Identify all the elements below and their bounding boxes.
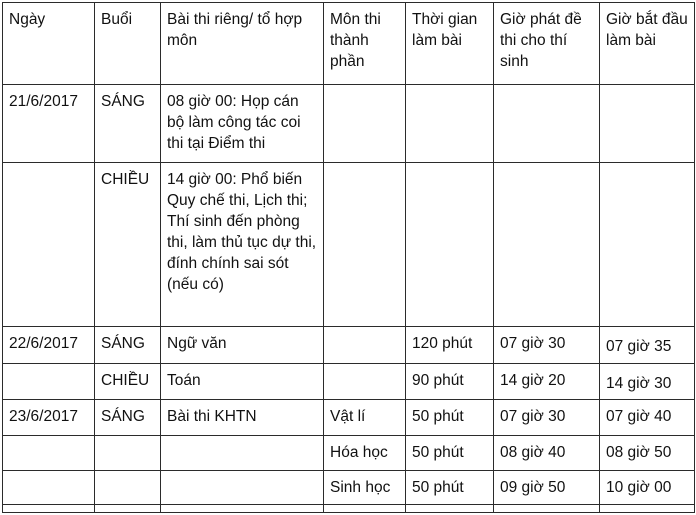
cell-duration — [406, 163, 494, 327]
cell-subject — [324, 163, 406, 327]
header-date: Ngày — [3, 3, 95, 85]
cell-exam: Toán — [161, 364, 324, 400]
cell-distribute-time: 09 giờ 50 — [494, 471, 600, 505]
table-row — [3, 400, 695, 436]
cell-duration: 120 phút — [406, 327, 494, 364]
cell-session — [95, 471, 161, 505]
cell-session: CHIỀU — [95, 163, 161, 327]
cell-exam: 14 giờ 00: Phổ biến Quy chế thi, Lịch thi; Thí sinh đến phòng thi, làm thủ tục dự thi, đính chính sai sót (nếu có) — [161, 163, 324, 327]
cell-session: SÁNG — [95, 400, 161, 436]
table-row — [3, 364, 695, 400]
cell-duration: 50 phút — [406, 436, 494, 471]
cell-start-time: 08 giờ 50 — [600, 436, 695, 471]
cell-duration: 50 phút — [406, 471, 494, 505]
cell-distribute-time — [494, 163, 600, 327]
header-distribute-time: Giờ phát đề thi cho thí sinh — [494, 3, 600, 85]
cell-session — [95, 436, 161, 471]
header-subject: Môn thi thành phần — [324, 3, 406, 85]
cell-date: 22/6/2017 — [3, 327, 95, 364]
cell-start-time — [600, 85, 695, 163]
cell-subject: Hóa học — [324, 436, 406, 471]
table-row — [3, 163, 695, 327]
cell-empty — [95, 505, 161, 513]
cell-start-time: 10 giờ 00 — [600, 471, 695, 505]
cell-duration: 90 phút — [406, 364, 494, 400]
cell-exam — [161, 471, 324, 505]
cell-exam: 08 giờ 00: Họp cán bộ làm công tác coi thi tại Điểm thi — [161, 85, 324, 163]
header-session: Buổi — [95, 3, 161, 85]
cell-exam: Ngữ văn — [161, 327, 324, 364]
cell-start-time: 07 giờ 35 — [600, 327, 695, 364]
cell-session: SÁNG — [95, 327, 161, 364]
cell-exam: Bài thi KHTN — [161, 400, 324, 436]
table-header-row — [3, 3, 695, 85]
table-row — [3, 436, 695, 471]
cell-date — [3, 163, 95, 327]
cell-date — [3, 436, 95, 471]
cell-distribute-time: 07 giờ 30 — [494, 400, 600, 436]
cell-duration: 50 phút — [406, 400, 494, 436]
table-row — [3, 471, 695, 505]
table-row-partial — [3, 505, 695, 513]
cell-date — [3, 364, 95, 400]
cell-session: SÁNG — [95, 85, 161, 163]
cell-distribute-time — [494, 85, 600, 163]
header-start-time: Giờ bắt đầu làm bài — [600, 3, 695, 85]
cell-subject — [324, 364, 406, 400]
cell-empty — [494, 505, 600, 513]
cell-start-time: 14 giờ 30 — [600, 364, 695, 400]
header-exam: Bài thi riêng/ tổ hợp môn — [161, 3, 324, 85]
cell-start-time — [600, 163, 695, 327]
cell-subject: Sinh học — [324, 471, 406, 505]
cell-empty — [600, 505, 695, 513]
table-row — [3, 85, 695, 163]
cell-distribute-time: 14 giờ 20 — [494, 364, 600, 400]
cell-distribute-time: 08 giờ 40 — [494, 436, 600, 471]
exam-schedule-table — [2, 2, 695, 513]
cell-empty — [324, 505, 406, 513]
cell-session: CHIỀU — [95, 364, 161, 400]
cell-empty — [3, 505, 95, 513]
cell-date — [3, 471, 95, 505]
cell-date: 21/6/2017 — [3, 85, 95, 163]
table-row — [3, 327, 695, 364]
cell-empty — [406, 505, 494, 513]
cell-empty — [161, 505, 324, 513]
header-duration: Thời gian làm bài — [406, 3, 494, 85]
cell-distribute-time: 07 giờ 30 — [494, 327, 600, 364]
cell-start-time: 07 giờ 40 — [600, 400, 695, 436]
cell-date: 23/6/2017 — [3, 400, 95, 436]
cell-exam — [161, 436, 324, 471]
cell-duration — [406, 85, 494, 163]
cell-subject — [324, 85, 406, 163]
cell-subject: Vật lí — [324, 400, 406, 436]
cell-subject — [324, 327, 406, 364]
